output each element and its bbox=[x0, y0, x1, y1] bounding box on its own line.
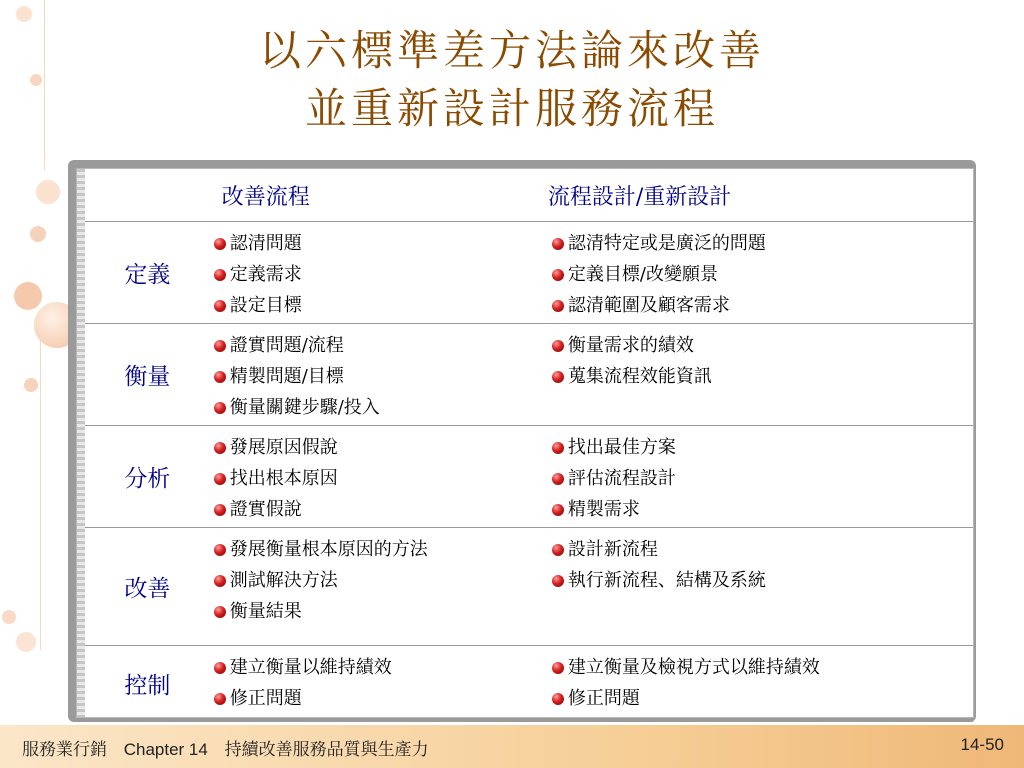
improve-cell bbox=[210, 324, 548, 426]
redesign-cell bbox=[548, 222, 973, 324]
redesign-cell bbox=[548, 426, 973, 528]
red-sphere-bullet-icon bbox=[552, 504, 564, 516]
red-sphere-bullet-icon bbox=[552, 544, 564, 556]
list-item-text: 蒐集流程效能資訊 bbox=[567, 366, 712, 387]
redesign-cell bbox=[548, 646, 973, 722]
list-item-text: 衡量結果 bbox=[229, 601, 302, 622]
list-item bbox=[552, 361, 973, 392]
red-sphere-bullet-icon bbox=[552, 693, 564, 705]
list-item bbox=[214, 392, 548, 423]
table-row bbox=[85, 426, 973, 528]
redesign-list bbox=[548, 534, 973, 596]
red-sphere-bullet-icon bbox=[552, 238, 564, 250]
list-item-text: 找出最佳方案 bbox=[567, 437, 676, 458]
table-row bbox=[85, 222, 973, 324]
red-sphere-bullet-icon bbox=[552, 442, 564, 454]
row-label: 分析 bbox=[85, 426, 210, 528]
red-sphere-bullet-icon bbox=[552, 575, 564, 587]
improve-cell bbox=[210, 222, 548, 324]
list-item bbox=[214, 494, 548, 525]
header-empty-cell bbox=[85, 169, 210, 222]
list-item-text: 評估流程設計 bbox=[567, 468, 676, 489]
red-sphere-bullet-icon bbox=[214, 693, 226, 705]
list-item bbox=[214, 565, 548, 596]
list-item-text: 設計新流程 bbox=[567, 539, 658, 560]
list-item-text: 衡量需求的績效 bbox=[567, 335, 694, 356]
improve-cell bbox=[210, 646, 548, 722]
red-sphere-bullet-icon bbox=[214, 575, 226, 587]
improve-list bbox=[210, 432, 548, 525]
list-item-text: 認清範圍及顧客需求 bbox=[567, 295, 730, 316]
list-item bbox=[552, 259, 973, 290]
footer-chapter: Chapter 14 bbox=[123, 740, 208, 759]
improve-list bbox=[210, 534, 548, 627]
footer-chapter-title: 持續改善服務品質與生產力 bbox=[224, 740, 429, 759]
list-item-text: 修正問題 bbox=[567, 688, 640, 709]
list-item bbox=[214, 534, 548, 565]
list-item bbox=[552, 290, 973, 321]
page-number: 14-50 bbox=[960, 735, 1004, 754]
row-label: 定義 bbox=[85, 222, 210, 324]
list-item-text: 定義目標/改變願景 bbox=[567, 264, 718, 285]
redesign-list bbox=[548, 330, 973, 392]
list-item bbox=[552, 228, 973, 259]
red-sphere-bullet-icon bbox=[552, 300, 564, 312]
list-item bbox=[552, 565, 973, 596]
red-sphere-bullet-icon bbox=[214, 402, 226, 414]
footer-course: 服務業行銷 bbox=[22, 740, 107, 759]
list-item bbox=[552, 432, 973, 463]
list-item-text: 證實假說 bbox=[229, 499, 302, 520]
title-line-1: 以六標準差方法論來改善 bbox=[258, 26, 765, 75]
list-item-text: 認清特定或是廣泛的問題 bbox=[567, 233, 766, 254]
red-sphere-bullet-icon bbox=[214, 238, 226, 250]
red-sphere-bullet-icon bbox=[214, 442, 226, 454]
row-label: 控制 bbox=[85, 646, 210, 722]
red-sphere-bullet-icon bbox=[214, 504, 226, 516]
red-sphere-bullet-icon bbox=[214, 544, 226, 556]
red-sphere-bullet-icon bbox=[552, 371, 564, 383]
red-sphere-bullet-icon bbox=[552, 340, 564, 352]
red-sphere-bullet-icon bbox=[214, 371, 226, 383]
header-improve-process: 改善流程 bbox=[210, 169, 548, 222]
list-item-text: 精製需求 bbox=[567, 499, 640, 520]
header-redesign-process: 流程設計/重新設計 bbox=[548, 169, 973, 222]
slide-title bbox=[0, 22, 1024, 138]
table-header-row bbox=[85, 169, 973, 222]
list-item bbox=[214, 290, 548, 321]
improve-cell bbox=[210, 528, 548, 646]
row-label: 改善 bbox=[85, 528, 210, 646]
red-sphere-bullet-icon bbox=[214, 473, 226, 485]
panel-edge-stripe bbox=[77, 169, 85, 717]
list-item-text: 發展衡量根本原因的方法 bbox=[229, 539, 428, 560]
table-row bbox=[85, 646, 973, 722]
list-item-text: 認清問題 bbox=[229, 233, 302, 254]
red-sphere-bullet-icon bbox=[552, 662, 564, 674]
red-sphere-bullet-icon bbox=[214, 662, 226, 674]
methodology-table bbox=[85, 169, 973, 722]
list-item-text: 設定目標 bbox=[229, 295, 302, 316]
list-item bbox=[214, 596, 548, 627]
redesign-list bbox=[548, 652, 973, 714]
list-item-text: 發展原因假說 bbox=[229, 437, 338, 458]
list-item-text: 建立衡量及檢視方式以維持績效 bbox=[567, 657, 820, 678]
list-item bbox=[552, 494, 973, 525]
methodology-table-panel bbox=[76, 168, 974, 718]
list-item bbox=[214, 432, 548, 463]
list-item bbox=[214, 361, 548, 392]
red-sphere-bullet-icon bbox=[214, 300, 226, 312]
list-item-text: 建立衡量以維持績效 bbox=[229, 657, 392, 678]
red-sphere-bullet-icon bbox=[214, 269, 226, 281]
redesign-list bbox=[548, 228, 973, 321]
list-item bbox=[214, 228, 548, 259]
red-sphere-bullet-icon bbox=[552, 269, 564, 281]
list-item-text: 精製問題/目標 bbox=[229, 366, 344, 387]
list-item bbox=[214, 259, 548, 290]
table-row bbox=[85, 528, 973, 646]
title-line-2: 並重新設計服務流程 bbox=[304, 84, 719, 133]
row-label: 衡量 bbox=[85, 324, 210, 426]
list-item bbox=[214, 683, 548, 714]
improve-list bbox=[210, 228, 548, 321]
list-item-text: 證實問題/流程 bbox=[229, 335, 344, 356]
list-item bbox=[552, 463, 973, 494]
footer-bar bbox=[0, 725, 1024, 768]
redesign-cell bbox=[548, 324, 973, 426]
red-sphere-bullet-icon bbox=[214, 606, 226, 618]
list-item bbox=[552, 683, 973, 714]
list-item bbox=[214, 463, 548, 494]
list-item-text: 衡量關鍵步驟/投入 bbox=[229, 397, 380, 418]
redesign-list bbox=[548, 432, 973, 525]
list-item bbox=[214, 330, 548, 361]
list-item bbox=[552, 652, 973, 683]
list-item bbox=[552, 330, 973, 361]
list-item-text: 執行新流程、結構及系統 bbox=[567, 570, 766, 591]
red-sphere-bullet-icon bbox=[552, 473, 564, 485]
improve-list bbox=[210, 330, 548, 423]
footer-left bbox=[22, 735, 441, 760]
red-sphere-bullet-icon bbox=[214, 340, 226, 352]
improve-list bbox=[210, 652, 548, 714]
list-item-text: 找出根本原因 bbox=[229, 468, 338, 489]
redesign-cell bbox=[548, 528, 973, 646]
list-item-text: 定義需求 bbox=[229, 264, 302, 285]
improve-cell bbox=[210, 426, 548, 528]
list-item-text: 測試解決方法 bbox=[229, 570, 338, 591]
list-item bbox=[552, 534, 973, 565]
list-item bbox=[214, 652, 548, 683]
list-item-text: 修正問題 bbox=[229, 688, 302, 709]
table-row bbox=[85, 324, 973, 426]
